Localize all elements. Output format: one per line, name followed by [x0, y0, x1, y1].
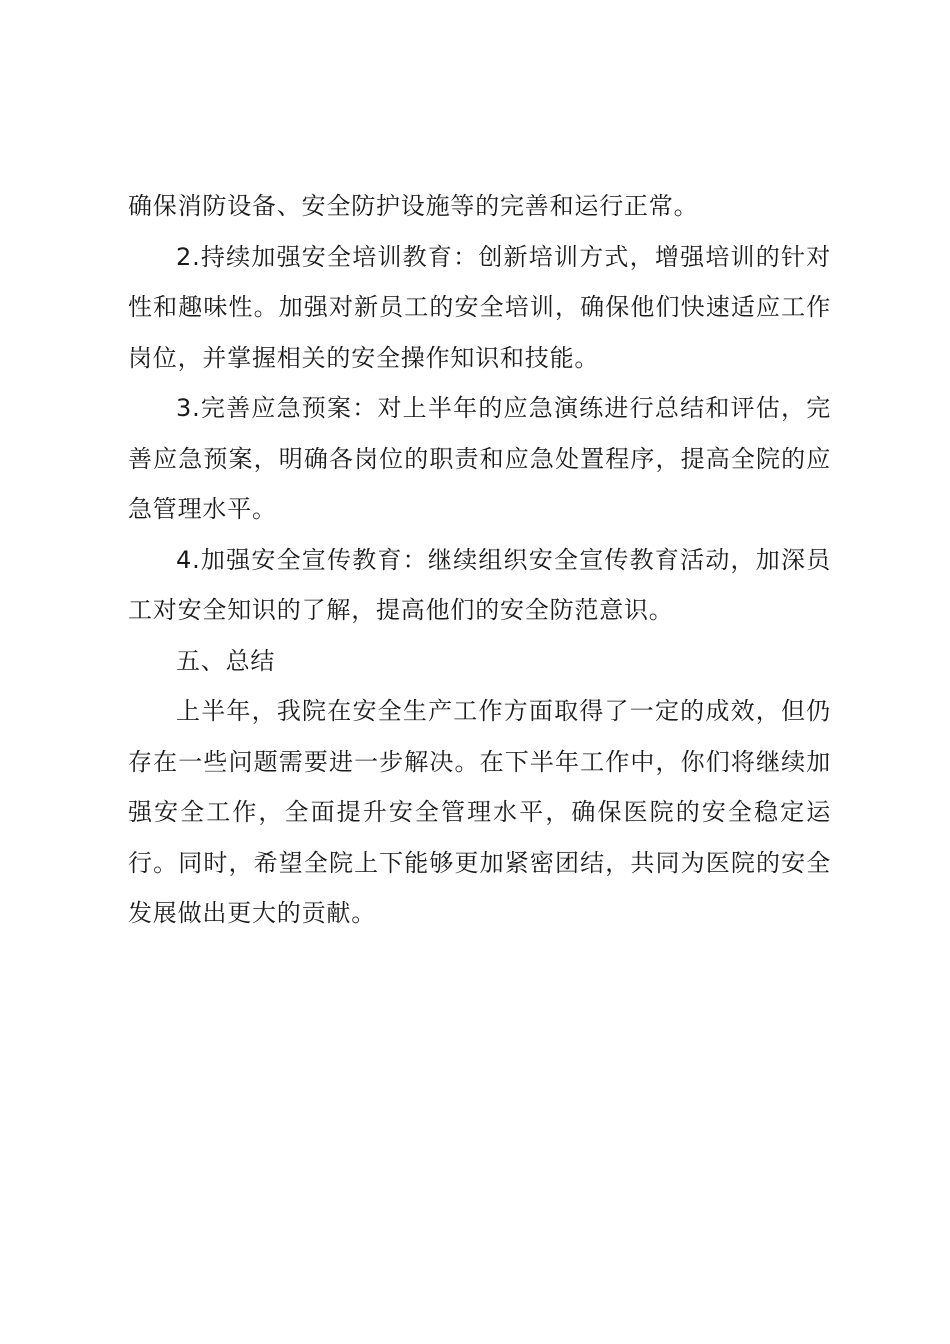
paragraph-continuation: 确保消防设备、安全防护设施等的完善和运行正常。: [128, 192, 699, 220]
document-body: [128, 181, 831, 939]
paragraph-emergency-plan: 3.完善应急预案：对上半年的应急演练进行总结和评估，完善应急预案，明确各岗位的职责和应急处置程序，提高全院的应急管理水平。: [128, 394, 831, 523]
paragraph-training: 2.持续加强安全培训教育：创新培训方式，增强培训的针对性和趣味性。加强对新员工的安全培训，确保他们快速适应工作岗位，并掌握相关的安全操作知识和技能。: [128, 242, 831, 372]
section-heading-summary: 五、总结: [176, 646, 276, 675]
paragraph-publicity: 4.加强安全宣传教育：继续组织安全宣传教育活动，加深员工对安全知识的了解，提高他们的安全防范意识。: [128, 545, 831, 624]
paragraph-summary: 上半年，我院在安全生产工作方面取得了一定的成效，但仍存在一些问题需要进一步解决。在下半年工作中，你们将继续加强安全工作，全面提升安全管理水平，确保医院的安全稳定运行。同时，希望全院上下能够更加紧密团结，共同为医院的安全发展做出更大的贡献。: [128, 697, 831, 927]
